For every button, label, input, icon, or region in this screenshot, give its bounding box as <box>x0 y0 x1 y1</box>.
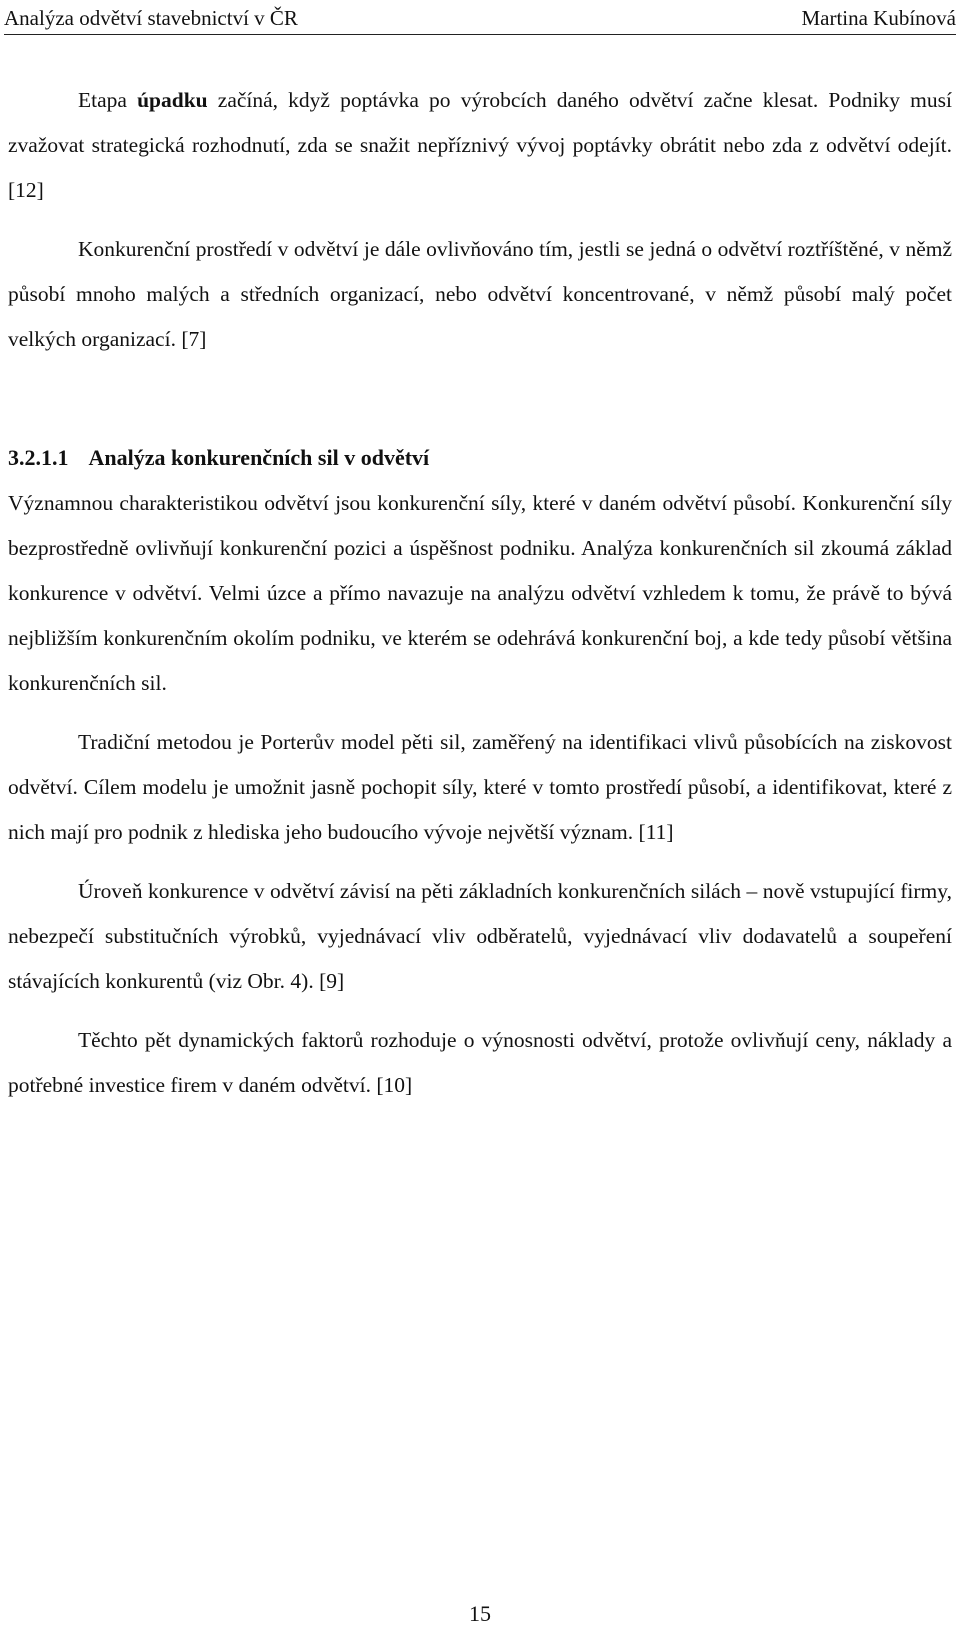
paragraph-decline-bold-term: úpadku <box>137 88 208 112</box>
section-title: Analýza konkurenčních sil v odvětví <box>88 445 430 470</box>
paragraph-five-forces: Úroveň konkurence v odvětví závisí na pěti základních konkurenčních silách – nově vstupující firmy, nebezpečí substitučních výrobků, vyjednávací vliv odběratelů, vyjednávací vliv dodavatelů a soupeření stávajících konkurentů (viz Obr. 4). [9] <box>8 879 952 993</box>
running-header <box>4 4 956 35</box>
section-number: 3.2.1.1 <box>8 445 69 470</box>
page-number: 15 <box>469 1601 491 1626</box>
paragraph-decline-prefix: Etapa <box>78 88 138 112</box>
paragraph-porter-model: Tradiční metodou je Porterův model pěti sil, zaměřený na identifikaci vlivů působících na ziskovost odvětví. Cílem modelu je umožnit jasně pochopit síly, které v tomto prostředí působí, a identifikovat, které z nich mají pro podnik z hlediska jeho budoucího vývoje největší význam. [11] <box>8 730 952 844</box>
paragraph-dynamic-factors: Těchto pět dynamických faktorů rozhoduje o výnosnosti odvětví, protože ovlivňují ceny, náklady a potřebné investice firem v daném odvětví. [10] <box>8 1028 952 1097</box>
document-body <box>8 78 952 1108</box>
paragraph-competitive-forces: Významnou charakteristikou odvětví jsou konkurenční síly, které v daném odvětví působí. Konkurenční síly bezprostředně ovlivňují konkurenční pozici a úspěšnost podniku. Analýza konkurenčních sil zkoumá základ konkurence v odvětví. Velmi úzce a přímo navazuje na analýzu odvětví vzhledem k tomu, že právě to bývá nejbližším konkurenčním okolím podniku, ve kterém se odehrává konkurenční boj, a kde tedy působí většina konkurenčních sil. <box>8 491 952 695</box>
header-author-name: Martina Kubínová <box>801 6 956 30</box>
paragraph-competitive-environment: Konkurenční prostředí v odvětví je dále ovlivňováno tím, jestli se jedná o odvětví roztříštěné, v němž působí mnoho malých a středních organizací, nebo odvětví koncentrované, v němž působí malý počet velkých organizací. [7] <box>8 237 952 351</box>
section-heading <box>8 434 952 481</box>
header-document-title: Analýza odvětví stavebnictví v ČR <box>4 6 298 30</box>
paragraph-decline-text: začíná, když poptávka po výrobcích daného odvětví začne klesat. Podniky musí zvažovat strategická rozhodnutí, zda se snažit nepříznivý vývoj poptávky obrátit nebo zda z odvětví odejít. [12] <box>8 88 952 202</box>
paragraph-decline-stage <box>8 78 952 213</box>
